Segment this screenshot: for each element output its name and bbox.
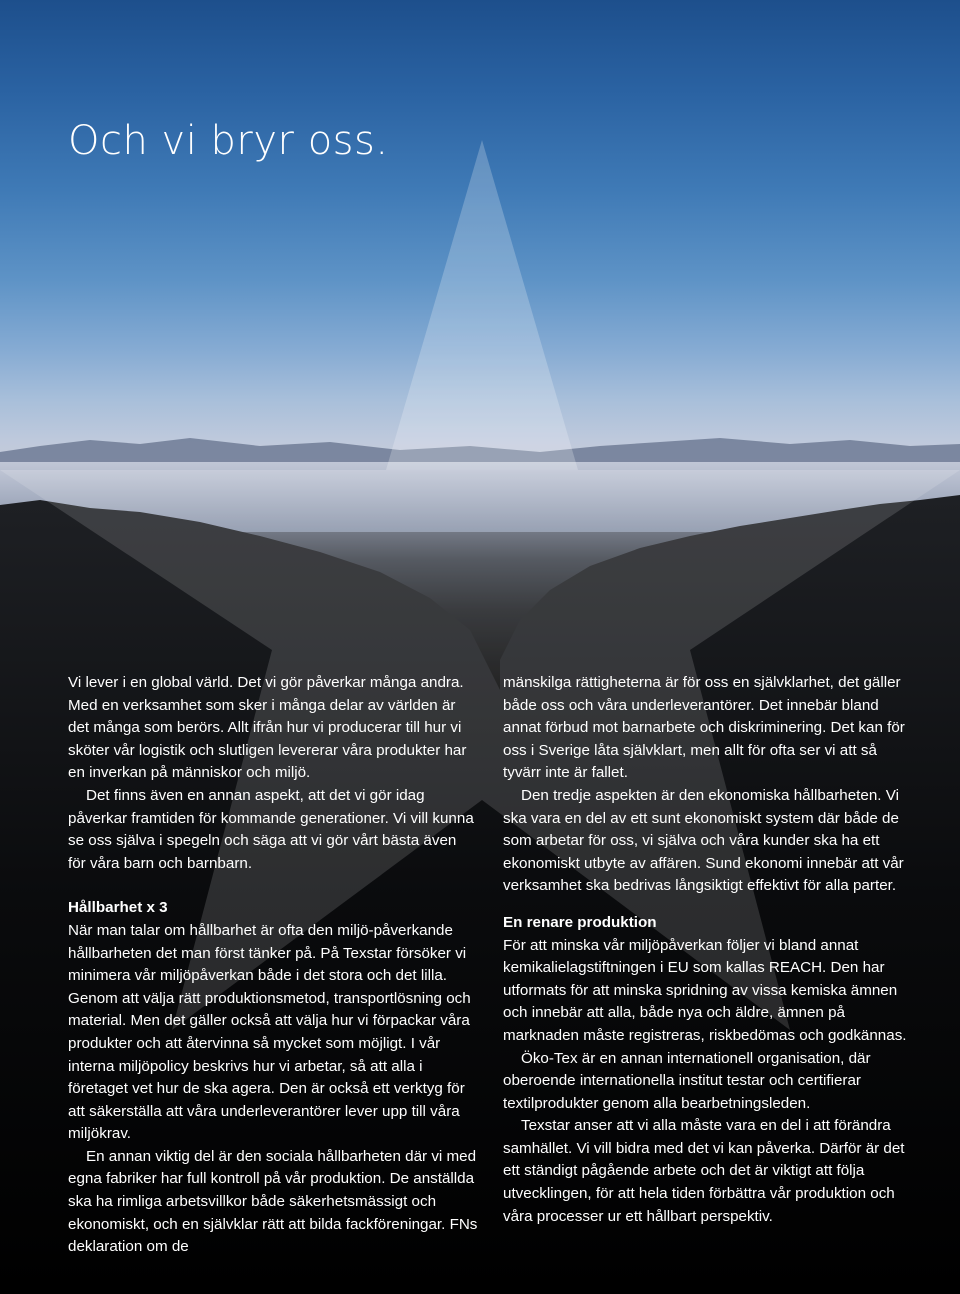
paragraph: Öko-Tex är en annan internationell organisation, där oberoende internationella institut testar och certifierar textilprodukter genom alla bearbetningsleden. bbox=[503, 1049, 871, 1112]
paragraph: Det finns även en annan aspekt, att det vi gör idag påverkar framtiden för kommande generationer. Vi vill kunna se oss själva i spegeln och säga att vi gör vårt bästa även för våra barn och barnbarn. bbox=[68, 786, 474, 872]
page-title: Och vi bryr oss. bbox=[68, 118, 389, 164]
paragraph: Vi lever i en global värld. Det vi gör påverkar många andra. Med en verksamhet som sker i många delar av världen är det många som berörs. Allt ifrån hur vi producerar till hur vi sköter vår logistik och slutligen levererar våra produkter har en inverkan på människor och miljö. bbox=[68, 674, 467, 782]
paragraph: En annan viktig del är den sociala hållbarheten där vi med egna fabriker har full kontroll på vår produktion. De anställda ska ha rimliga arbetsvillkor både säkerhetsmässigt och ekonomiskt, och en självklar rätt att bilda fackföreningar. FNs deklaration om de bbox=[68, 1147, 478, 1256]
right-column bbox=[503, 672, 913, 1228]
paragraph: Texstar anser att vi alla måste vara en del i att förändra samhället. Vi vill bidra med det vi kan påverka. Därför är det ett ständigt pågående arbete och det är viktigt att följa utvecklingen, för att hela tiden förbättra vår produktion och våra processer ur ett hållbart perspektiv. bbox=[503, 1117, 905, 1225]
star-top-highlight bbox=[386, 140, 578, 470]
section-heading: Hållbarhet x 3 bbox=[68, 899, 168, 917]
paragraph: När man talar om hållbarhet är ofta den miljö-påverkande hållbarheten det man först tänker på. På Texstar försöker vi minimera vår miljöpåverkan både i det stora och det lilla. Genom att välja rätt produktionsmetod, transportlösning och material. Men det gäller också att välja hur vi förpackar våra produkter och att återvinna så mycket som möjligt. I vår interna miljöpolicy beskrivs hur vi arbetar, så att alla i företaget vet hur de ska agera. Den är också ett verktyg för att säkerställa att våra underleverantörer lever upp till våra miljökrav. bbox=[68, 921, 471, 1143]
paragraph: Den tredje aspekten är den ekonomiska hållbarheten. Vi ska vara en del av ett sunt ekonomiskt system där både de som arbetar för oss, vi själva och våra kunder ska ha ett ekonomiskt utbyte av affären. Sund ekonomi innebär att vår verksamhet ska bedrivas långsiktigt effektivt för alla parter. bbox=[503, 786, 904, 895]
section-heading: En renare produktion bbox=[503, 913, 657, 931]
paragraph: För att minska vår miljöpåverkan följer vi bland annat kemikalielagstiftningen i EU som kallas REACH. Den har utformats för att minska spridning av vissa kemiska ämnen och innebär att alla, både nya och äldre, ämnen på marknaden måste registreras, riskbedömas och godkännas. bbox=[503, 936, 907, 1044]
left-column bbox=[68, 672, 478, 1259]
paragraph: mänskilga rättigheterna är för oss en självklarhet, det gäller både oss och våra underleverantörer. Det innebär bland annat förbud mot barnarbete och diskriminering. Det kan för oss i Sverige låta självklart, men allt för ofta ser vi att så tyvärr inte är fallet. bbox=[503, 674, 905, 782]
